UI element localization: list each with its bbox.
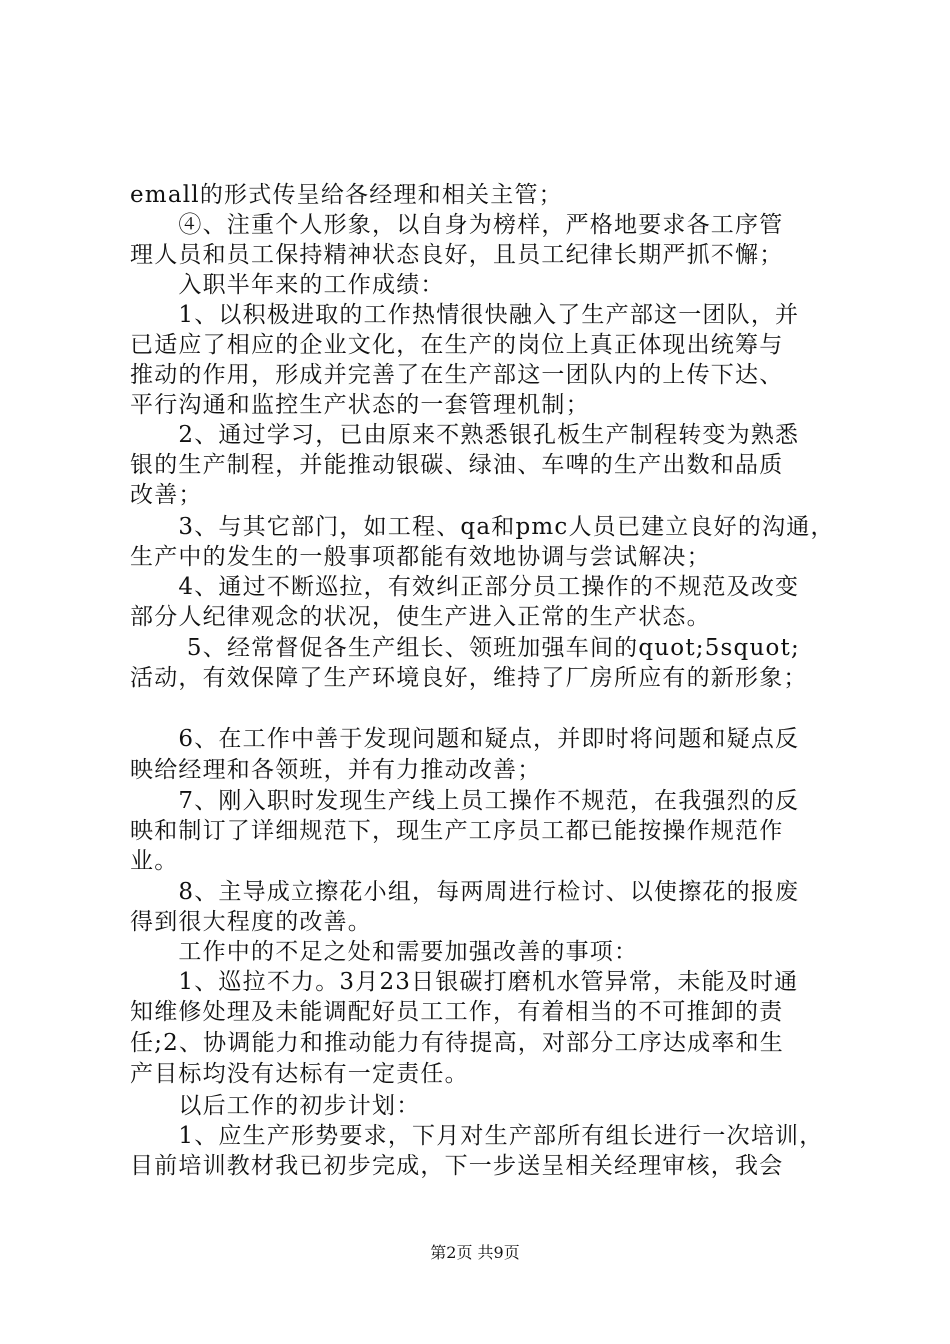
section-heading: 工作中的不足之处和需要加强改善的事项： <box>130 939 639 965</box>
section-heading: 以后工作的初步计划： <box>130 1093 421 1119</box>
text-line: 2、通过学习，已由原来不熟悉银孔板生产制程转变为熟悉 <box>130 422 800 448</box>
text-line: 得到很大程度的改善。 <box>130 909 372 935</box>
text-line: 4、通过不断巡拉，有效纠正部分员工操作的不规范及改变 <box>130 574 800 600</box>
text-line: 3、与其它部门，如工程、qa和pmc人员已建立良好的沟通， <box>130 514 835 540</box>
text-line: 1、以积极进取的工作热情很快融入了生产部这一团队，并 <box>130 302 800 328</box>
text-line: 业。 <box>130 848 179 874</box>
text-line: 7、刚入职时发现生产线上员工操作不规范，在我强烈的反 <box>130 788 800 814</box>
text-line: 部分人纪律观念的状况，使生产进入正常的生产状态。 <box>130 604 711 630</box>
text-line: 活动，有效保障了生产环境良好，维持了厂房所应有的新形象； <box>130 665 808 691</box>
text-line: 6、在工作中善于发现问题和疑点，并即时将问题和疑点反 <box>130 726 800 752</box>
text-line: 任;2、协调能力和推动能力有待提高，对部分工序达成率和生 <box>130 1030 784 1056</box>
text-line: 改善； <box>130 482 203 508</box>
text-line: 1、巡拉不力。3月23日银碳打磨机水管异常，未能及时通 <box>130 969 799 995</box>
text-line: 映和制订了详细规范下，现生产工序员工都已能按操作规范作 <box>130 818 784 844</box>
page-footer: 第2页 共9页 <box>430 1243 520 1262</box>
text-line: 理人员和员工保持精神状态良好，且员工纪律长期严抓不懈； <box>130 242 784 268</box>
text-line: 映给经理和各领班，并有力推动改善； <box>130 757 542 783</box>
text-line: 1、应生产形势要求，下月对生产部所有组长进行一次培训， <box>130 1123 824 1149</box>
text-line: 生产中的发生的一般事项都能有效地协调与尝试解决； <box>130 544 711 570</box>
text-line: ④、注重个人形象，以自身为榜样，严格地要求各工序管 <box>130 212 784 238</box>
text-line: 8、主导成立擦花小组，每两周进行检讨、以使擦花的报废 <box>130 879 800 905</box>
text-line: emall的形式传呈给各经理和相关主管； <box>130 182 563 208</box>
text-line: 银的生产制程，并能推动银碳、绿油、车啤的生产出数和品质 <box>130 452 784 478</box>
text-line: 目前培训教材我已初步完成，下一步送呈相关经理审核，我会 <box>130 1153 784 1179</box>
text-line: 产目标均没有达标有一定责任。 <box>130 1061 469 1087</box>
text-line: 5、经常督促各生产组长、领班加强车间的quot;5squot; <box>130 635 800 661</box>
text-line: 平行沟通和监控生产状态的一套管理机制； <box>130 392 590 418</box>
section-heading: 入职半年来的工作成绩： <box>130 272 445 298</box>
text-line: 推动的作用，形成并完善了在生产部这一团队内的上传下达、 <box>130 362 784 388</box>
text-line: 已适应了相应的企业文化，在生产的岗位上真正体现出统筹与 <box>130 332 784 358</box>
text-line: 知维修处理及未能调配好员工工作，有着相当的不可推卸的责 <box>130 999 784 1025</box>
